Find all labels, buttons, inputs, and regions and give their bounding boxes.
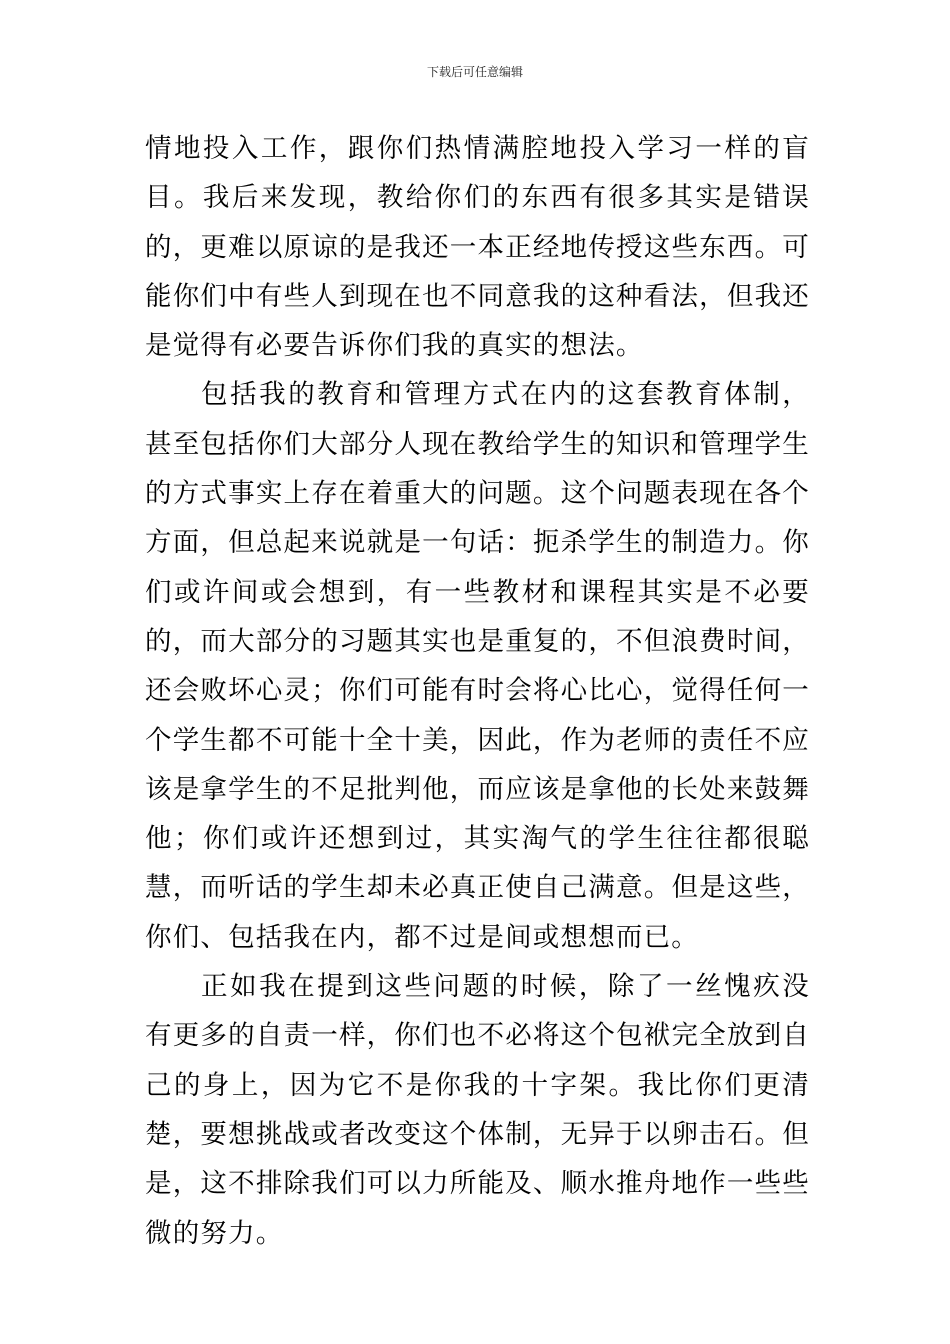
page-header: 下载后可任意编辑 bbox=[426, 65, 523, 79]
paragraph-education-system: 包括我的教育和管理方式在内的这套教育体制，甚至包括你们大部分人现在教给学生的知识和管理学生的方式事实上存在着重大的问题。这个问题表现在各个方面，但总起来说就是一句话：扼杀学生的制造力。你们或许间或会想到，有一些教材和课程其实是不必要的，而大部分的习题其实也是重复的，不但浪费时间，还会败坏心灵；你们可能有时会将心比心，觉得任何一个学生都不可能十全十美，因此，作为老师的责任不应该是拿学生的不足批判他，而应该是拿他的长处来鼓舞他；你们或许还想到过，其实淘气的学生往往都很聪慧，而听话的学生却未必真正使自己满意。但是这些，你们、包括我在内，都不过是间或想想而已。 bbox=[145, 379, 810, 953]
paragraph-continuation: 情地投入工作，跟你们热情满腔地投入学习一样的盲目。我后来发现，教给你们的东西有很多其实是错误的，更难以原谅的是我还一本正经地传授这些东西。可能你们中有些人到现在也不同意我的这种看法，但我还是觉得有必要告诉你们我的真实的想法。 bbox=[145, 133, 810, 362]
paragraph-effort: 正如我在提到这些问题的时候，除了一丝愧疚没有更多的自责一样，你们也不必将这个包袱完全放到自己的身上，因为它不是你我的十字架。我比你们更清楚，要想挑战或者改变这个体制，无异于以卵击石。但是，这不排除我们可以力所能及、顺水推舟地作一些些微的努力。 bbox=[145, 971, 810, 1249]
document-body bbox=[145, 124, 810, 1258]
